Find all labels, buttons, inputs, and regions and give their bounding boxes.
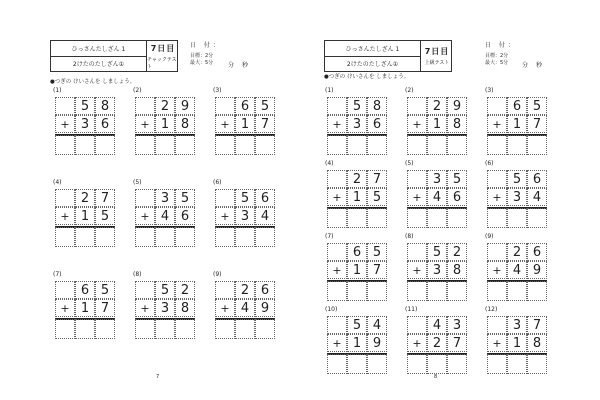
problem-number: (1) xyxy=(53,87,62,94)
max-time: 最大：5分 xyxy=(485,60,509,66)
answer-hundreds-cell[interactable] xyxy=(135,319,155,339)
answer-tens-cell[interactable] xyxy=(75,135,95,155)
addition-problem xyxy=(133,87,195,163)
addend-ones-digit: 8 xyxy=(447,115,467,133)
plus-sign: + xyxy=(135,115,155,133)
answer-hundreds-cell[interactable] xyxy=(407,354,427,374)
plus-sign: + xyxy=(215,115,235,133)
answer-hundreds-cell[interactable] xyxy=(487,354,507,374)
problem-number: (9) xyxy=(485,233,494,240)
addend-ones-digit: 5 xyxy=(175,189,195,207)
plus-sign: + xyxy=(215,299,235,317)
addend-ones-digit: 6 xyxy=(367,115,387,133)
day-label: 7日目 xyxy=(424,47,450,56)
answer-hundreds-cell[interactable] xyxy=(327,281,347,301)
addend-tens-digit: 6 xyxy=(347,243,367,261)
worksheet-page-right xyxy=(300,0,600,400)
addend-tens-digit: 4 xyxy=(427,188,447,206)
blank-cell xyxy=(327,243,347,261)
blank-cell xyxy=(135,281,155,299)
blank-cell xyxy=(327,170,347,188)
plus-sign: + xyxy=(215,207,235,225)
answer-hundreds-cell[interactable] xyxy=(215,227,235,247)
answer-tens-cell[interactable] xyxy=(75,227,95,247)
answer-ones-cell[interactable] xyxy=(255,135,275,155)
blank-cell xyxy=(135,189,155,207)
blank-cell xyxy=(407,97,427,115)
addend-ones-digit: 4 xyxy=(527,188,547,206)
blank-cell xyxy=(215,97,235,115)
plus-sign: + xyxy=(407,334,427,352)
blank-cell xyxy=(55,97,75,115)
answer-ones-cell[interactable] xyxy=(527,135,547,155)
plus-sign: + xyxy=(135,207,155,225)
addend-tens-digit: 2 xyxy=(75,189,95,207)
answer-ones-cell[interactable] xyxy=(527,208,547,228)
answer-tens-cell[interactable] xyxy=(235,319,255,339)
answer-tens-cell[interactable] xyxy=(507,135,527,155)
plus-sign: + xyxy=(327,261,347,279)
worksheet-title: ひっさんたしざん 1 xyxy=(325,41,420,57)
addend-tens-digit: 2 xyxy=(427,334,447,352)
addition-problem xyxy=(133,179,195,255)
score-time: 分 秒 xyxy=(228,62,250,69)
addend-ones-digit: 5 xyxy=(95,281,115,299)
plus-sign: + xyxy=(407,188,427,206)
addend-tens-digit: 2 xyxy=(427,97,447,115)
addend-tens-digit: 1 xyxy=(507,115,527,133)
addend-tens-digit: 3 xyxy=(75,115,95,133)
plus-sign: + xyxy=(487,261,507,279)
blank-cell xyxy=(327,97,347,115)
test-type: チャックテスト xyxy=(147,56,177,70)
problem-number: (2) xyxy=(133,87,142,94)
answer-ones-cell[interactable] xyxy=(175,227,195,247)
addition-problem xyxy=(485,160,547,236)
addend-tens-digit: 3 xyxy=(427,170,447,188)
addend-ones-digit: 7 xyxy=(95,189,115,207)
answer-ones-cell[interactable] xyxy=(95,227,115,247)
plus-sign: + xyxy=(55,299,75,317)
addend-tens-digit: 5 xyxy=(507,170,527,188)
header-box xyxy=(50,40,178,72)
addition-problem xyxy=(53,87,115,163)
plus-sign: + xyxy=(327,334,347,352)
addend-ones-digit: 5 xyxy=(447,170,467,188)
addend-ones-digit: 6 xyxy=(255,281,275,299)
problem-number: (4) xyxy=(53,179,62,186)
addition-problem xyxy=(213,271,275,347)
blank-cell xyxy=(327,316,347,334)
addend-tens-digit: 2 xyxy=(155,97,175,115)
blank-cell xyxy=(487,170,507,188)
addition-problem xyxy=(325,233,387,309)
answer-tens-cell[interactable] xyxy=(427,208,447,228)
problem-number: (7) xyxy=(53,271,62,278)
answer-hundreds-cell[interactable] xyxy=(215,319,235,339)
addition-problem xyxy=(53,179,115,255)
instruction: ●つぎの けいさんを しましょう。 xyxy=(324,74,410,80)
blank-cell xyxy=(215,281,235,299)
answer-hundreds-cell[interactable] xyxy=(55,227,75,247)
addend-ones-digit: 6 xyxy=(175,207,195,225)
answer-hundreds-cell[interactable] xyxy=(55,319,75,339)
addend-tens-digit: 6 xyxy=(507,97,527,115)
addend-tens-digit: 3 xyxy=(427,261,447,279)
day-box xyxy=(420,41,453,71)
answer-tens-cell[interactable] xyxy=(507,281,527,301)
blank-cell xyxy=(55,281,75,299)
addend-ones-digit: 3 xyxy=(447,316,467,334)
addend-ones-digit: 7 xyxy=(367,170,387,188)
problem-number: (11) xyxy=(405,306,418,313)
problem-number: (6) xyxy=(485,160,494,167)
test-type: 上級テスト xyxy=(424,60,450,66)
problem-number: (12) xyxy=(485,306,498,313)
addend-ones-digit: 6 xyxy=(527,243,547,261)
answer-ones-cell[interactable] xyxy=(527,281,547,301)
answer-tens-cell[interactable] xyxy=(427,135,447,155)
addend-ones-digit: 5 xyxy=(367,188,387,206)
plus-sign: + xyxy=(407,261,427,279)
problem-number: (10) xyxy=(325,306,338,313)
problem-number: (6) xyxy=(213,179,222,186)
addend-ones-digit: 9 xyxy=(367,334,387,352)
addition-problem xyxy=(213,179,275,255)
answer-ones-cell[interactable] xyxy=(367,208,387,228)
addend-ones-digit: 7 xyxy=(447,334,467,352)
answer-hundreds-cell[interactable] xyxy=(215,135,235,155)
meta-block xyxy=(485,42,517,67)
addend-tens-digit: 5 xyxy=(155,281,175,299)
answer-ones-cell[interactable] xyxy=(255,227,275,247)
problem-number: (5) xyxy=(405,160,414,167)
problem-number: (9) xyxy=(213,271,222,278)
addend-tens-digit: 5 xyxy=(427,243,447,261)
instruction: ●つぎの けいさんを しましょう。 xyxy=(50,79,136,85)
problem-number: (1) xyxy=(325,87,334,94)
addend-tens-digit: 1 xyxy=(235,115,255,133)
problem-number: (3) xyxy=(485,87,494,94)
plus-sign: + xyxy=(55,115,75,133)
answer-hundreds-cell[interactable] xyxy=(135,135,155,155)
addend-ones-digit: 2 xyxy=(447,243,467,261)
answer-ones-cell[interactable] xyxy=(95,135,115,155)
plus-sign: + xyxy=(487,188,507,206)
answer-tens-cell[interactable] xyxy=(235,135,255,155)
plus-sign: + xyxy=(487,115,507,133)
addition-problem xyxy=(405,233,467,309)
plus-sign: + xyxy=(55,207,75,225)
answer-ones-cell[interactable] xyxy=(95,319,115,339)
answer-hundreds-cell[interactable] xyxy=(487,281,507,301)
plus-sign: + xyxy=(327,115,347,133)
addend-ones-digit: 8 xyxy=(175,115,195,133)
addend-tens-digit: 3 xyxy=(235,207,255,225)
answer-tens-cell[interactable] xyxy=(75,319,95,339)
date-label: 日 付： xyxy=(485,42,517,49)
addition-problem xyxy=(133,271,195,347)
plus-sign: + xyxy=(487,334,507,352)
addend-ones-digit: 5 xyxy=(367,243,387,261)
addend-ones-digit: 4 xyxy=(255,207,275,225)
addend-tens-digit: 4 xyxy=(235,299,255,317)
problem-number: (7) xyxy=(325,233,334,240)
plus-sign: + xyxy=(407,115,427,133)
addend-tens-digit: 1 xyxy=(75,299,95,317)
answer-hundreds-cell[interactable] xyxy=(487,135,507,155)
meta-block xyxy=(190,42,222,67)
answer-tens-cell[interactable] xyxy=(347,208,367,228)
addend-ones-digit: 5 xyxy=(95,207,115,225)
addend-tens-digit: 6 xyxy=(75,281,95,299)
answer-hundreds-cell[interactable] xyxy=(327,135,347,155)
addend-tens-digit: 4 xyxy=(155,207,175,225)
answer-tens-cell[interactable] xyxy=(155,135,175,155)
addend-tens-digit: 2 xyxy=(347,170,367,188)
addend-tens-digit: 6 xyxy=(235,97,255,115)
addend-ones-digit: 6 xyxy=(527,170,547,188)
answer-ones-cell[interactable] xyxy=(367,354,387,374)
addend-tens-digit: 3 xyxy=(155,299,175,317)
answer-hundreds-cell[interactable] xyxy=(135,227,155,247)
blank-cell xyxy=(215,189,235,207)
answer-tens-cell[interactable] xyxy=(347,354,367,374)
answer-tens-cell[interactable] xyxy=(427,281,447,301)
score-time: 分 秒 xyxy=(522,62,544,69)
answer-hundreds-cell[interactable] xyxy=(407,208,427,228)
addend-ones-digit: 7 xyxy=(95,299,115,317)
addend-tens-digit: 1 xyxy=(507,334,527,352)
answer-hundreds-cell[interactable] xyxy=(407,135,427,155)
addend-ones-digit: 8 xyxy=(175,299,195,317)
answer-ones-cell[interactable] xyxy=(447,135,467,155)
addend-tens-digit: 1 xyxy=(347,261,367,279)
addition-problem xyxy=(405,87,467,163)
answer-tens-cell[interactable] xyxy=(155,319,175,339)
addend-tens-digit: 2 xyxy=(235,281,255,299)
blank-cell xyxy=(135,97,155,115)
problem-number: (8) xyxy=(133,271,142,278)
answer-hundreds-cell[interactable] xyxy=(407,281,427,301)
answer-hundreds-cell[interactable] xyxy=(55,135,75,155)
addition-problem xyxy=(213,87,275,163)
answer-tens-cell[interactable] xyxy=(347,281,367,301)
worksheet-subtitle: 2けたのたしざん① xyxy=(346,61,399,68)
addition-problem xyxy=(325,160,387,236)
answer-ones-cell[interactable] xyxy=(447,354,467,374)
problem-number: (4) xyxy=(325,160,334,167)
plus-sign: + xyxy=(327,188,347,206)
answer-ones-cell[interactable] xyxy=(527,354,547,374)
addend-tens-digit: 1 xyxy=(75,207,95,225)
addend-ones-digit: 4 xyxy=(367,316,387,334)
addend-ones-digit: 5 xyxy=(255,97,275,115)
addend-tens-digit: 3 xyxy=(507,188,527,206)
addend-ones-digit: 7 xyxy=(367,261,387,279)
addend-ones-digit: 5 xyxy=(527,97,547,115)
addend-tens-digit: 4 xyxy=(427,316,447,334)
goal-time: 目標：2分 xyxy=(485,53,509,59)
blank-cell xyxy=(487,316,507,334)
addend-tens-digit: 1 xyxy=(155,115,175,133)
day-box xyxy=(146,41,179,71)
header-box xyxy=(324,40,452,72)
answer-ones-cell[interactable] xyxy=(175,319,195,339)
addend-ones-digit: 9 xyxy=(447,97,467,115)
addition-problem xyxy=(325,87,387,163)
blank-cell xyxy=(407,170,427,188)
problem-number: (5) xyxy=(133,179,142,186)
addend-ones-digit: 7 xyxy=(527,316,547,334)
addend-ones-digit: 2 xyxy=(175,281,195,299)
addend-tens-digit: 5 xyxy=(235,189,255,207)
goal-time: 目標：2分 xyxy=(190,53,214,59)
worksheet-subtitle: 2けたのたしざん① xyxy=(72,61,125,68)
page-number: 7 xyxy=(156,374,160,380)
answer-tens-cell[interactable] xyxy=(507,354,527,374)
answer-tens-cell[interactable] xyxy=(507,208,527,228)
addend-ones-digit: 8 xyxy=(527,334,547,352)
addition-problem xyxy=(325,306,387,382)
addition-problem xyxy=(405,306,467,382)
addend-tens-digit: 5 xyxy=(347,97,367,115)
addition-problem xyxy=(485,87,547,163)
blank-cell xyxy=(55,189,75,207)
addend-tens-digit: 1 xyxy=(347,188,367,206)
blank-cell xyxy=(407,316,427,334)
addend-ones-digit: 8 xyxy=(367,97,387,115)
addend-tens-digit: 2 xyxy=(507,243,527,261)
addition-problem xyxy=(53,271,115,347)
max-time: 最大：5分 xyxy=(190,60,214,66)
blank-cell xyxy=(487,97,507,115)
problem-number: (3) xyxy=(213,87,222,94)
answer-hundreds-cell[interactable] xyxy=(327,208,347,228)
addend-tens-digit: 5 xyxy=(75,97,95,115)
worksheet-title: ひっさんたしざん 1 xyxy=(51,41,146,57)
addend-ones-digit: 9 xyxy=(175,97,195,115)
addend-ones-digit: 6 xyxy=(255,189,275,207)
addend-ones-digit: 7 xyxy=(527,115,547,133)
addend-tens-digit: 3 xyxy=(507,316,527,334)
addition-problem xyxy=(485,306,547,382)
addend-tens-digit: 4 xyxy=(507,261,527,279)
answer-tens-cell[interactable] xyxy=(427,354,447,374)
answer-ones-cell[interactable] xyxy=(447,281,467,301)
addend-ones-digit: 9 xyxy=(527,261,547,279)
answer-tens-cell[interactable] xyxy=(155,227,175,247)
answer-ones-cell[interactable] xyxy=(175,135,195,155)
answer-hundreds-cell[interactable] xyxy=(487,208,507,228)
addend-ones-digit: 7 xyxy=(255,115,275,133)
answer-hundreds-cell[interactable] xyxy=(327,354,347,374)
answer-ones-cell[interactable] xyxy=(447,208,467,228)
addend-ones-digit: 6 xyxy=(95,115,115,133)
answer-tens-cell[interactable] xyxy=(235,227,255,247)
plus-sign: + xyxy=(135,299,155,317)
answer-ones-cell[interactable] xyxy=(255,319,275,339)
page-number: 8 xyxy=(434,374,438,380)
answer-ones-cell[interactable] xyxy=(367,281,387,301)
blank-cell xyxy=(407,243,427,261)
addend-tens-digit: 3 xyxy=(155,189,175,207)
addend-tens-digit: 1 xyxy=(347,334,367,352)
addition-problem xyxy=(405,160,467,236)
addend-ones-digit: 8 xyxy=(95,97,115,115)
answer-tens-cell[interactable] xyxy=(347,135,367,155)
addend-ones-digit: 6 xyxy=(447,188,467,206)
blank-cell xyxy=(487,243,507,261)
day-label: 7日目 xyxy=(150,43,176,53)
addend-ones-digit: 8 xyxy=(447,261,467,279)
problem-number: (2) xyxy=(405,87,414,94)
addend-tens-digit: 3 xyxy=(347,115,367,133)
date-label: 日 付： xyxy=(190,42,222,49)
addition-problem xyxy=(485,233,547,309)
addend-tens-digit: 1 xyxy=(427,115,447,133)
answer-ones-cell[interactable] xyxy=(367,135,387,155)
addend-tens-digit: 5 xyxy=(347,316,367,334)
addend-ones-digit: 9 xyxy=(255,299,275,317)
problem-number: (8) xyxy=(405,233,414,240)
